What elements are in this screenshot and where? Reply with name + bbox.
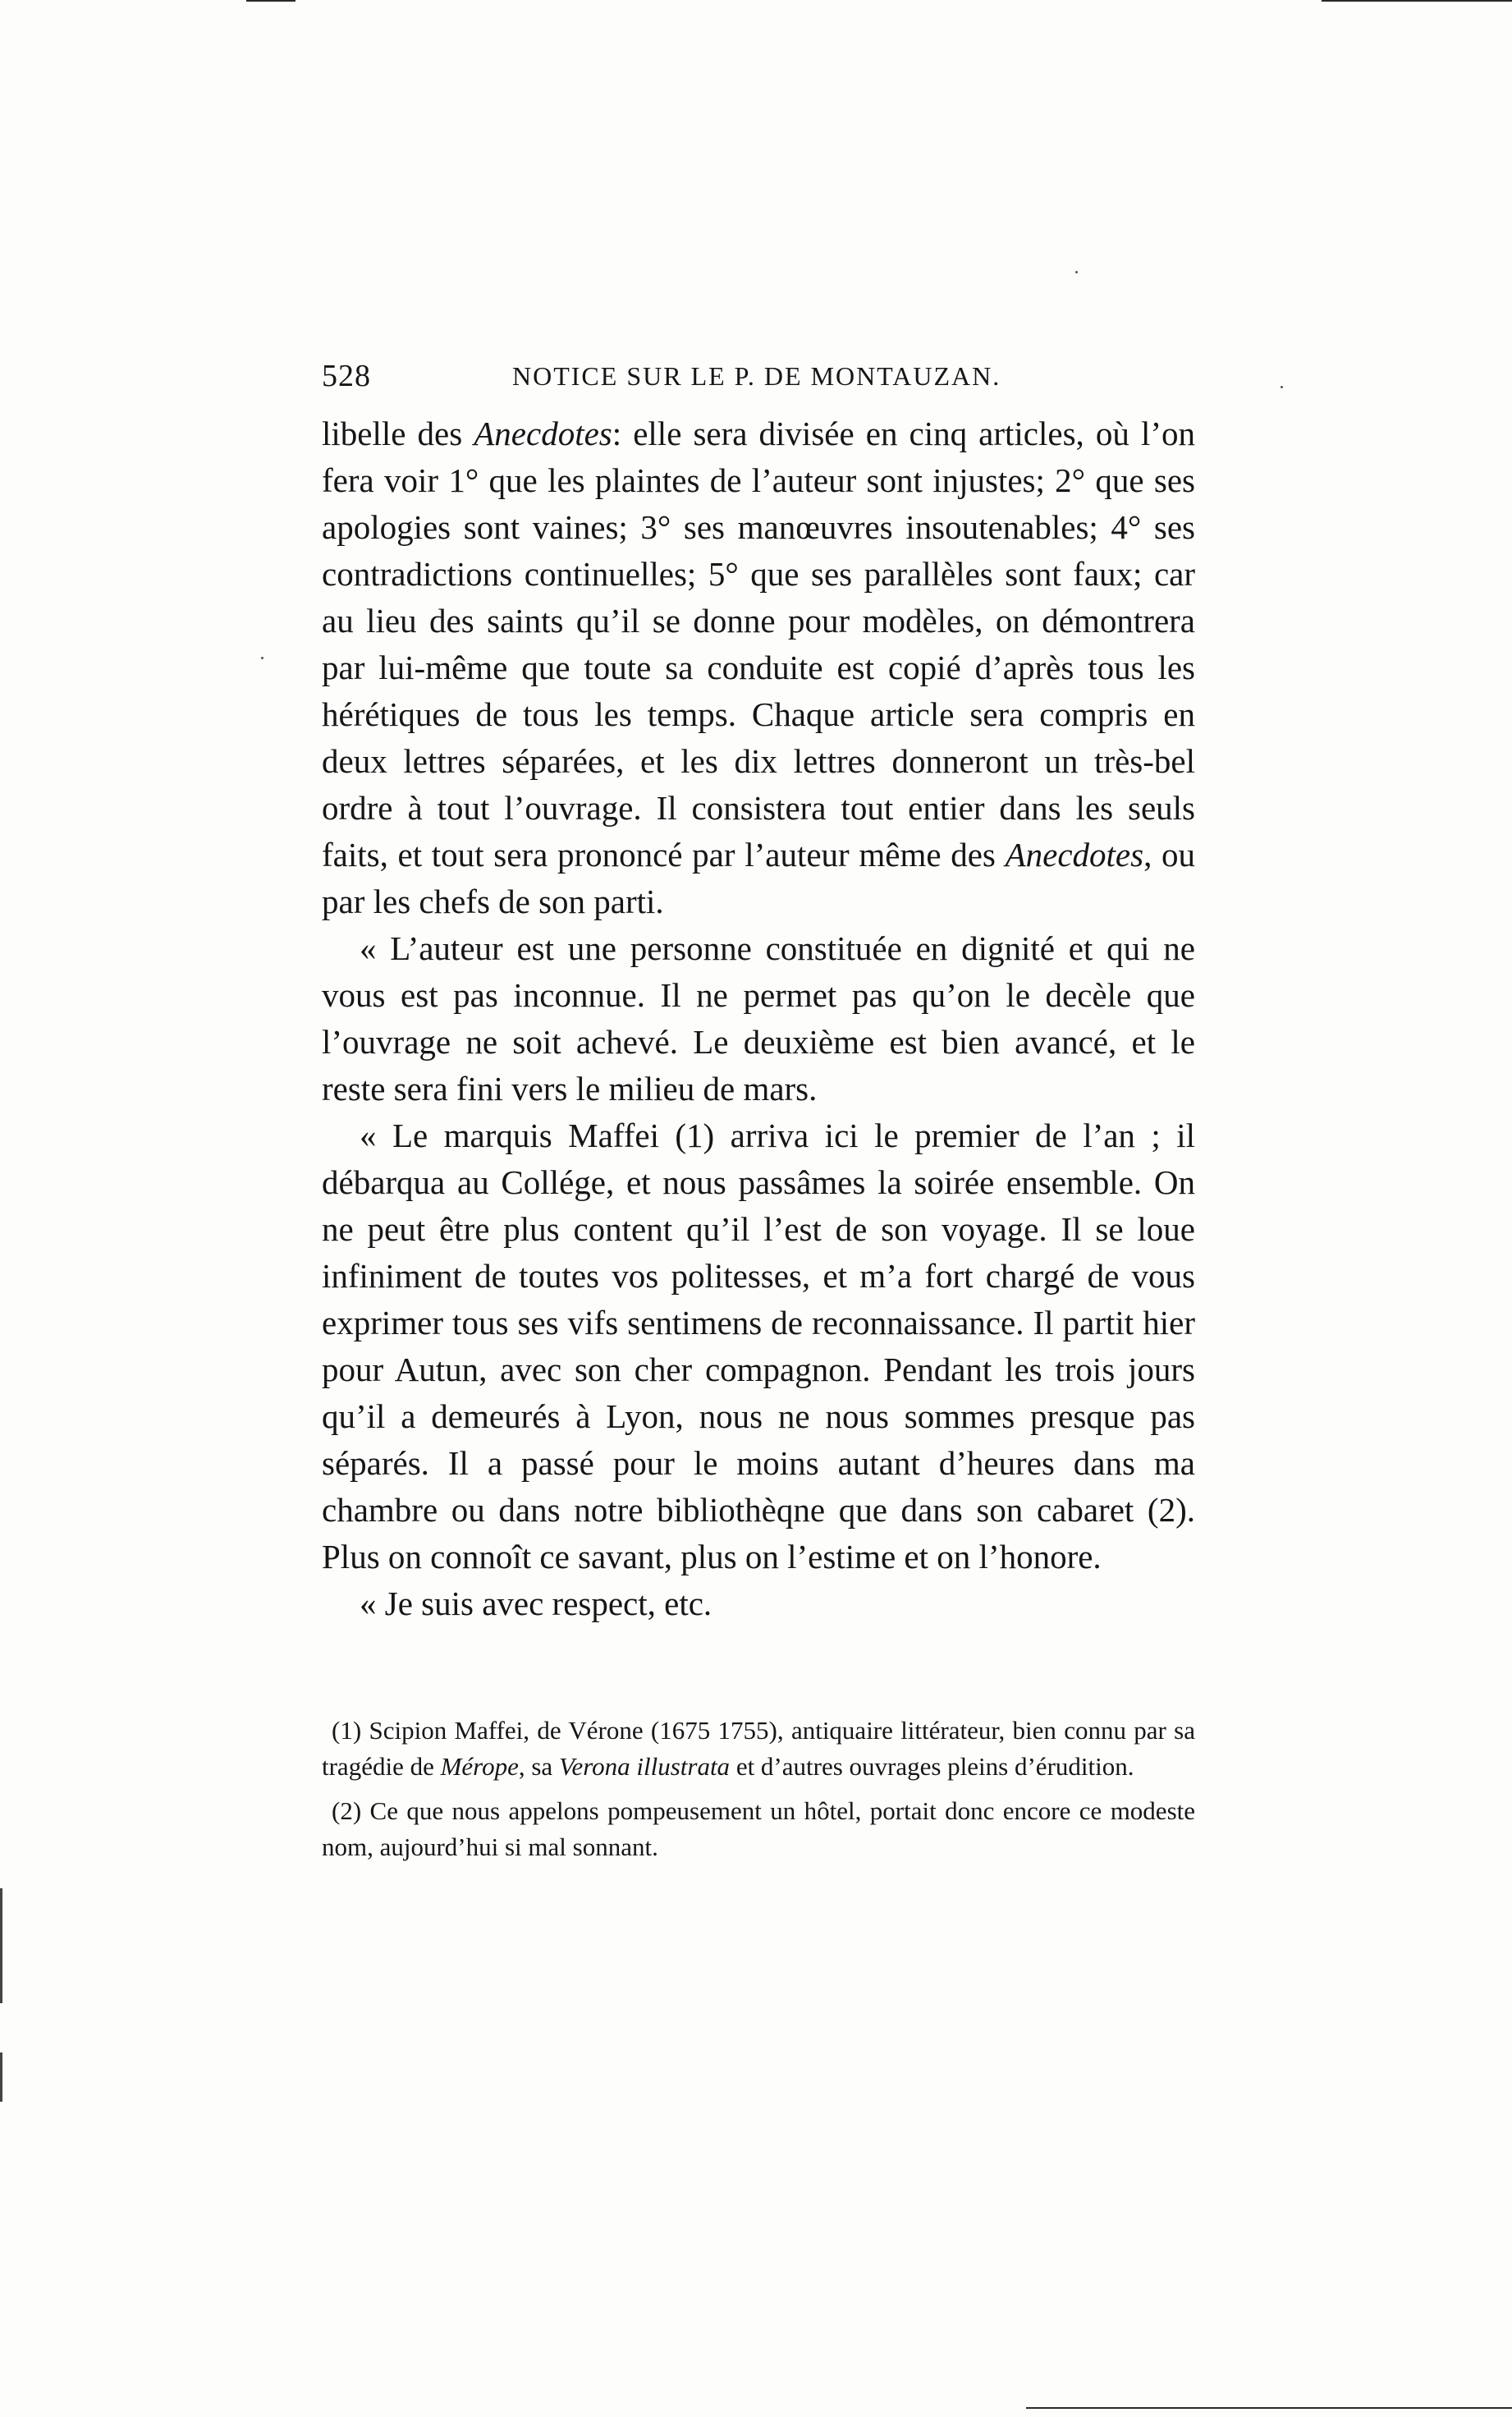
footnotes (322, 1713, 1195, 1874)
italic-merope: Mérope (440, 1752, 519, 1781)
italic-anecdotes: Anecdotes (474, 415, 612, 452)
footnote-1-text-end: et d’autres ouvrages pleins d’érudition. (730, 1752, 1134, 1781)
italic-anecdotes: Anecdotes (1005, 836, 1144, 874)
scan-edge-left-1 (0, 1888, 2, 2003)
footnote-1-text-middle: , sa (518, 1752, 559, 1781)
paragraph-1-text-start: libelle des (322, 415, 474, 452)
paragraph-1 (322, 410, 1195, 925)
footnote-2: (2) Ce que nous appelons pompeusement un hôtel, portait donc encore ce modeste nom, aujourd’hui si mal sonnant. (322, 1796, 1195, 1861)
scan-speck (1075, 271, 1078, 273)
scan-speck (1281, 386, 1283, 388)
scan-edge-bottom (1026, 2407, 1512, 2409)
page-number: 528 (322, 359, 371, 393)
scan-edge-top-right (1322, 0, 1512, 2)
scan-speck (261, 657, 263, 659)
paragraph-3: « Le marquis Maffei (1) arriva ici le premier de l’an ; il débarqua au Collége, et nous passâmes la soirée ensemble. On ne peut être plus content qu’il l’est de son voyage. Il se loue infiniment de toutes vos politesses, et m’a fort chargé de vous exprimer tous ses vifs sentimens de reconnaissance. Il partit hier pour Autun, avec son cher compagnon. Pendant les trois jours qu’il a demeurés à Lyon, nous ne nous sommes presque pas séparés. Il a passé pour le moins autant d’heures dans ma chambre ou dans notre bibliothèqne que dans son cabaret (2). Plus on connoît ce savant, plus on l’estime et on l’honore. (322, 1117, 1195, 1575)
italic-verona-illustrata: Verona illustrata (558, 1752, 731, 1781)
scan-edge-left-2 (0, 2052, 2, 2102)
scan-edge-top-left (246, 0, 296, 2)
paragraph-1-text-end: , ou par les chefs de son parti. (322, 836, 1195, 920)
running-title: NOTICE SUR LE P. DE MONTAUZAN. (512, 361, 1001, 391)
footnote-1 (322, 1713, 1195, 1785)
footnote-1-text-start: (1) Scipion Maffei, de Vérone (1675 1755), antiquaire littérateur, bien connu par sa tragédie de (322, 1716, 1195, 1781)
paragraph-2: « L’auteur est une personne constituée en dignité et qui ne vous est pas inconnue. Il ne permet pas qu’on le decèle que l’ouvrage ne soit achevé. Le deuxième est bien avancé, et le reste sera fini vers le milieu de mars. (322, 929, 1195, 1108)
running-header (322, 358, 1195, 404)
paragraph-1-text-middle: : elle sera divisée en cinq articles, où l’on fera voir 1° que les plaintes de l’auteur sont injustes; 2° que ses apologies sont vaines; 3° ses manœuvres insoutenables; 4° ses contradictions continuelles; 5° que ses parallèles sont faux; car au lieu des saints qu’il se donne pour modèles, on démontrera par lui-même que toute sa conduite est copié d’après tous les hérétiques de tous les temps. Chaque article sera compris en deux lettres séparées, et les dix lettres donneront un très-bel ordre à tout l’ouvrage. Il consistera tout entier dans les seuls faits, et tout sera prononcé par l’auteur même des (322, 415, 1195, 874)
paragraph-4: « Je suis avec respect, etc. (360, 1585, 712, 1622)
body-text (322, 410, 1195, 1627)
